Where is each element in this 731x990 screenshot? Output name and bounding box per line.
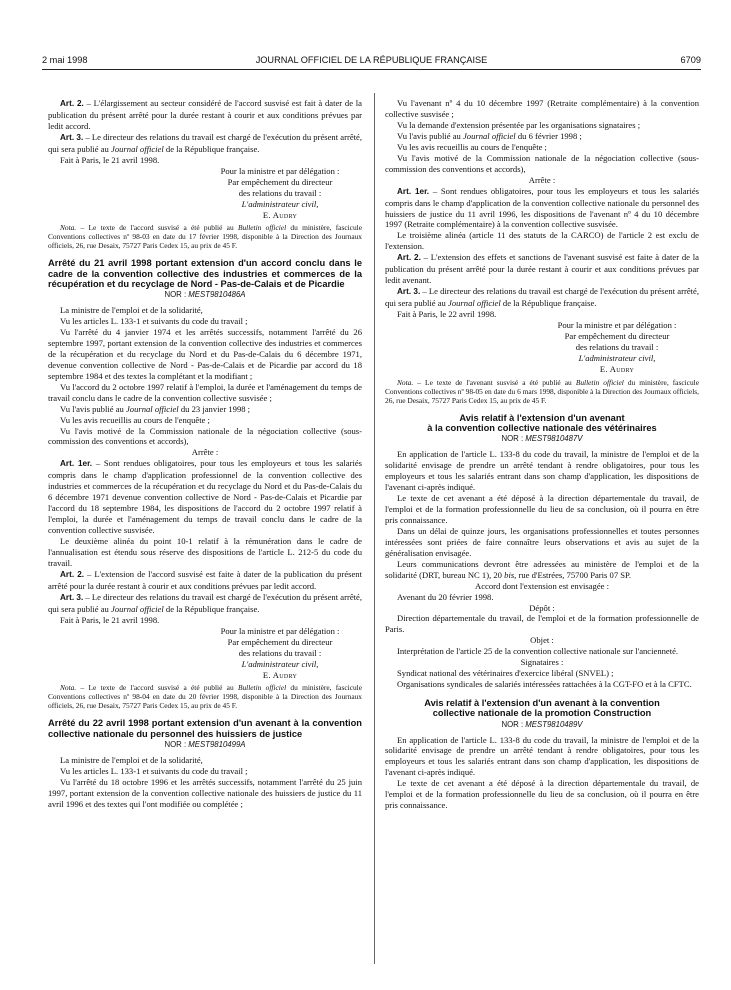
article-text: de la République française. [163,143,260,154]
article-text: – Sont rendues obligatoires, pour tous les employeurs et tous les salariés compris dans le champ d'application professionnel de la convention collective des industries et commerces de la récupération et du recyclage du Nord et du Pas-de-Calais du 6 décembre 1971 devenue convention collective de Nord - Pas-de-Calais et Picardie par l'accord du 18 septembre 1984, les dispositions de l'accord du 2 octobre 1997 relatif à l'emploi, la durée et l'aménagement du temps de travail conclu dans le cadre de la convention collective susvisée. [48,458,362,536]
signatory-name: E. Audry [262,669,298,680]
avis-title-line: collective nationale de la promotion Construction [432,708,652,719]
nota-label: Nota. [397,377,414,387]
avis-title-line: à la convention collective nationale des vétérinaires [427,423,657,434]
signature-role: L'administrateur civil, [241,198,319,209]
arrete-title: Arrêté du 21 avril 1998 portant extension d'un accord conclu dans le cadre de la convention collective des industries et commerces de la récupération et du recyclage de Nord - Pas-de-Calais et de Picardie [48,258,362,289]
avis-title [385,413,699,433]
subheading: Signataires : [520,657,564,668]
nota-text: du ministère, fascicule Conventions collectives nº 98-05 en date du 6 mars 1998, disponible à la Direction des Journaux officiels, 26, rue Desaix, 75727 Paris Cedex 15, au prix de 45 F. [385,377,699,405]
article-1 [48,458,362,536]
nor-label: NOR : [501,719,526,729]
article-text: – L'extension des effets et sanctions de l'avenant susvisé est faite à dater de la publication du présent arrêté pour la durée restant à courir et aux conditions prévues par ledit avenant. [385,252,699,286]
article-text: – L'élargissement au secteur considéré de l'accord susvisé est fait à dater de la publication du présent arrêté pour la durée restant à courir et aux conditions prévues par ledit accord. [48,98,362,131]
journal-ref: Journal officiel [111,603,164,614]
journal-ref: Journal officiel [111,143,164,154]
text: Vu l'avis publié au [397,130,463,141]
paragraph: Vu les articles L. 133-1 et suivants du code du travail ; [60,765,248,776]
signature-line: Pour la ministre et par délégation : [557,320,677,331]
subheading: Accord dont l'extension est envisagée : [475,580,609,591]
article-2 [48,569,362,592]
paragraph: Organisations syndicales de salariés intéressées rattachées à la CGT-FO et à la CFTC. [397,679,692,690]
paragraph: Le troisième alinéa (article 11 des statuts de la CARCO) de l'article 2 est exclu de l'extension. [385,230,699,252]
bulletin-ref: Bulletin officiel [237,683,287,693]
signature-line: Pour la ministre et par délégation : [220,625,340,636]
nota [385,378,699,405]
journal-ref: Journal officiel [462,130,516,141]
signatory-name: E. Audry [262,209,298,220]
paragraph: La ministre de l'emploi et de la solidarité, [60,754,203,765]
article-label: Art. 3. [60,132,84,142]
signature-role: L'administrateur civil, [241,658,319,669]
signature-line: Par empêchement du directeur [227,636,333,647]
article-label: Art. 2. [60,569,85,579]
nor-label: NOR : [164,290,189,300]
text: Leurs communications devront être adressées au ministère de l'emploi et de la solidarité (DRT, bureau NC 1), 20 [385,558,699,580]
text: rue d'Estrées, 75700 Paris 07 SP. [516,569,632,580]
right-column [385,98,699,811]
article-3 [48,132,362,155]
text: Vu l'avis publié au [60,403,126,414]
paragraph [385,131,699,142]
article-text: – Le directeur des relations du travail est chargé de l'exécution du présent arrêté, qui sera publié au [48,131,362,154]
avis-title-line: Avis relatif à l'extension d'un avenant [459,412,625,423]
paragraph: Vu l'accord du 2 octobre 1997 relatif à l'emploi, la durée et l'aménagement du temps de travail conclu dans le cadre de la convention collective susvisée ; [48,381,362,403]
page-number: 6709 [680,55,701,65]
journal-ref: Journal officiel [448,298,501,309]
signature-role: L'administrateur civil, [578,352,656,363]
signature-line: Par empêchement du directeur [227,176,333,187]
article-1 [385,186,699,231]
journal-ref: Journal officiel [125,403,179,414]
nota-label: Nota. [60,223,77,233]
paragraph: Vu l'avis motivé de la Commission nationale de la négociation collective (sous-commission des conventions et accords), [48,425,362,447]
article-text: de la République française. [163,603,260,614]
signature-line: Par empêchement du directeur [564,331,670,342]
signature-block [535,320,699,375]
paragraph: Le texte de cet avenant a été déposé à la direction départementale du travail, de l'emploi et de la formation professionnelle du lieu de sa conclusion, où il pourra en être pris connaissance. [385,778,699,811]
paragraph: Vu l'avenant nº 4 du 10 décembre 1997 (Retraite complémentaire) à la convention collective susvisée ; [385,98,699,119]
nota-text: – Le texte de l'accord susvisé a été publié au [76,223,238,233]
paragraph: Direction départementale du travail, de l'emploi et de la formation professionnelle de Paris. [385,613,699,635]
paragraph: En application de l'article L. 133-8 du code du travail, la ministre de l'emploi et de la solidarité envisage de prendre un arrêté tendant à rendre obligatoires, pour tous les employeurs et tous les salariés entrant dans son champ d'application, les dispositions de l'avenant ci-après indiqué. [385,449,699,493]
arrete-heading: Arrête : [191,447,219,458]
avis-title-line: Avis relatif à l'extension d'un avenant à la convention [424,698,660,709]
article-label: Art. 1er. [60,459,93,469]
paragraph: Vu l'arrêté du 18 octobre 1996 et les arrêtés successifs, notamment l'arrêté du 25 juin 1997, portant extension de la convention collective nationale des huissiers de justice du 11 avril 1996 et des textes qui l'ont modifiée ou complétée ; [48,776,362,809]
paragraph: Vu les avis recueillis au cours de l'enquête ; [60,414,210,425]
date-line: Fait à Paris, le 21 avril 1998. [60,614,160,625]
paragraph: En application de l'article L. 133-8 du code du travail, la ministre de l'emploi et de la solidarité envisage de prendre un arrêté tendant à rendre obligatoires, pour tous les employeurs et tous les salariés entrant dans son champ d'application, les dispositions de l'avenant ci-après indiqué. [385,734,699,778]
nor-reference [48,290,362,301]
issue-date: 2 mai 1998 [42,55,88,65]
text: du 6 février 1998 ; [515,130,582,141]
signature-block [198,626,362,681]
paragraph: Vu les articles L. 133-1 et suivants du code du travail ; [60,316,248,326]
journal-title: JOURNAL OFFICIEL DE LA RÉPUBLIQUE FRANÇAISE [255,55,488,65]
text: bis, [504,569,517,580]
article-label: Art. 1er. [397,186,430,196]
avis-title [385,698,699,718]
article-label: Art. 3. [397,287,421,297]
nor-label: NOR : [501,434,526,444]
nor-label: NOR : [164,739,189,749]
signature-line: des relations du travail : [575,341,659,352]
nor-code: MESТ9810487V [525,434,583,444]
paragraph: Dans un délai de quinze jours, les organisations professionnelles et toutes personnes intéressées sont priées de faire connaître leurs observations et avis au sujet de la généralisation envisagée. [385,525,699,558]
bulletin-ref: Bulletin officiel [237,223,287,233]
header-rule [42,69,701,70]
bulletin-ref: Bulletin officiel [575,377,624,387]
nor-code: MESТ9810486A [188,290,246,300]
nota-label: Nota. [60,683,77,693]
arrete-title: Arrêté du 22 avril 1998 portant extension d'un avenant à la convention collective nationale du personnel des huissiers de justice [48,718,362,739]
article-text: – Sont rendues obligatoires, pour tous les employeurs et tous les salariés compris dans le champ d'application de la convention collective nationale du personnel des huissiers de justice du 11 avril 1996, les dispositions de l'avenant nº 4 du 10 décembre 1997 (Retraite complémentaire) à la convention collective susvisée. [385,185,699,230]
nota-text: du ministère, fascicule Conventions collectives nº 98-04 en date du 20 février 1998, disponible à la Direction des Journaux officiels, 26, rue Desaix, 75727 Paris Cedex 15, au prix de 45 F. [48,683,362,711]
article-3 [385,286,699,309]
nor-code: MESТ9810499A [188,739,246,749]
nota-text: du ministère, fascicule Conventions collectives nº 98-03 en date du 17 février 1998, disponible à la Direction des Journaux officiels, 26, rue Desaix, 75727 Paris Cedex 15, au prix de 45 F. [48,223,362,251]
nor-code: MESТ9810489V [525,719,583,729]
nota-text: – Le texte de l'accord susvisé a été publié au [76,683,238,693]
left-column [48,98,362,810]
article-text: – L'extension de l'accord susvisé est faite à dater de la publication du présent arrêté pour la durée restant à courir et aux conditions prévues par ledit accord. [48,568,362,591]
article-label: Art. 2. [397,253,421,263]
nota [48,683,362,710]
nota [48,223,362,250]
signature-line: des relations du travail : [238,187,322,198]
subheading: Dépôt : [529,602,555,613]
article-text: de la République française. [500,298,597,309]
article-label: Art. 3. [60,592,84,602]
nor-reference [385,434,699,445]
article-2 [48,98,362,132]
date-line: Fait à Paris, le 22 avril 1998. [397,309,497,320]
nor-reference [48,740,362,751]
date-line: Fait à Paris, le 21 avril 1998. [60,154,160,165]
paragraph [48,404,362,415]
paragraph: Syndicat national des vétérinaires d'exercice libéral (SNVEL) ; [397,668,614,679]
paragraph: Vu l'avis motivé de la Commission nationale de la négociation collective (sous-commission des conventions et accords), [385,152,699,174]
nor-reference [385,720,699,731]
paragraph: Vu la demande d'extension présentée par les organisations signataires ; [397,119,641,130]
article-2 [385,252,699,286]
paragraph: Interprétation de l'article 25 de la convention collective nationale sur l'ancienneté. [397,646,679,657]
article-label: Art. 2. [60,99,84,108]
paragraph: Vu l'arrêté du 4 janvier 1974 et les arrêtés successifs, notamment l'arrêté du 26 septembre 1997, portant extension de la convention collective des industries et commerces de la récupération et du recyclage du Nord et du Pas-de-Calais du 6 décembre 1971, devenue convention collective de Nord - Pas-de-Calais et de Picardie par accord du 18 septembre 1984 et des textes la complétant et la modifiant ; [48,326,362,381]
subheading: Objet : [530,635,554,646]
article-text: – Le directeur des relations du travail est chargé de l'exécution du présent arrêté, qui sera publié au [48,591,362,614]
signature-block [198,166,362,221]
paragraph: Avenant du 20 février 1998. [397,591,494,602]
nota-text: – Le texte de l'avenant susvisé a été publié au [413,377,576,387]
arrete-heading: Arrête : [528,174,556,185]
signature-line: des relations du travail : [238,647,322,658]
column-divider [374,93,375,964]
paragraph: La ministre de l'emploi et de la solidarité, [60,305,203,316]
signatory-name: E. Audry [599,363,635,374]
paragraph [385,559,699,581]
text: du 23 janvier 1998 ; [178,403,251,414]
signature-line: Pour la ministre et par délégation : [220,165,340,176]
article-3 [48,592,362,615]
article-text: – Le directeur des relations du travail est chargé de l'exécution du présent arrêté, qui sera publié au [385,286,699,309]
paragraph: Le deuxième alinéa du point 10-1 relatif à la rémunération dans le cadre de l'annualisation est étendu sous réserve des dispositions de l'article L. 212-5 du code du travail. [48,536,362,568]
paragraph: Le texte de cet avenant a été déposé à la direction départementale du travail, de l'emploi et de la formation professionnelle du lieu de sa conclusion, où il pourra en être pris connaissance. [385,493,699,525]
paragraph: Vu les avis recueillis au cours de l'enquête ; [397,141,547,152]
